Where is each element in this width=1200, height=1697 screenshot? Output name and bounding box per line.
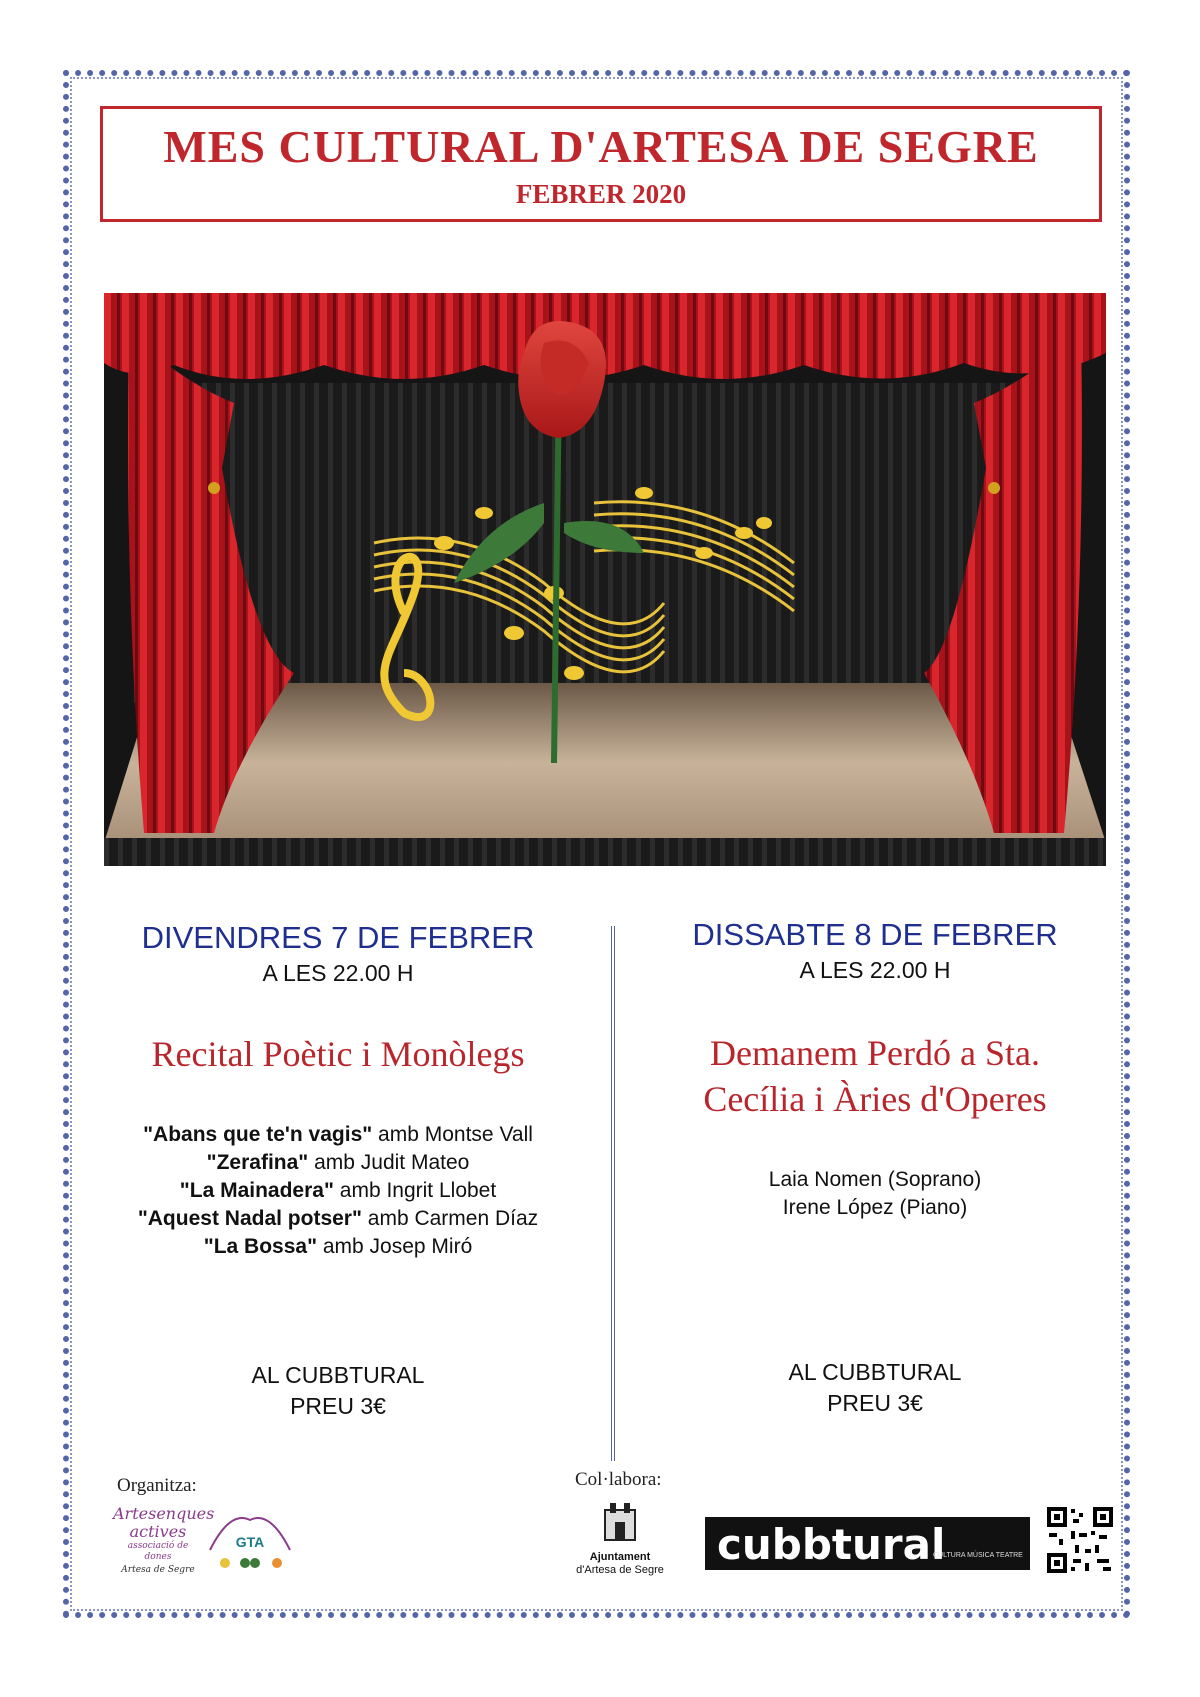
event-day: DISSABTE 8 DE FEBRER [692,917,1058,952]
event-saturday [640,917,1110,1222]
qr-code-icon[interactable] [1045,1505,1115,1575]
venue-label: AL CUBBTURAL [788,1359,962,1385]
title-box [100,106,1102,222]
event-friday [103,920,573,1261]
price-label: PREU 3€ [827,1390,923,1416]
price-label: PREU 3€ [290,1393,386,1419]
event-venue-friday [103,1360,573,1422]
cubbtural-logo: cubbtural CULTURA MÚSICA TEATRE [705,1517,1030,1570]
event-day: DIVENDRES 7 DE FEBRER [141,920,535,955]
organitza-label: Organitza: [117,1475,197,1496]
performer-item: Laia Nomen (Soprano) [768,1168,982,1191]
event-show-title: Recital Poètic i Monòlegs [151,1034,525,1074]
ajuntament-logo-text: Ajuntament d'Artesa de Segre [576,1551,664,1576]
performance-item: "Abans que te'n vagis" amb Montse Vall [143,1123,533,1146]
ajuntament-crest-icon [595,1498,645,1548]
event-time: A LES 22.00 H [262,960,414,986]
performance-item: "La Mainadera" amb Ingrit Llobet [179,1179,497,1202]
performance-item: "La Bossa" amb Josep Miró [203,1235,473,1258]
gta-logo [205,1505,295,1575]
event-show-title-line: Demanem Perdó a Sta. [710,1033,1040,1073]
collabora-label: Col·labora: [575,1469,662,1490]
page-title: MES CULTURAL D'ARTESA DE SEGRE [163,121,1039,172]
stage-illustration [104,293,1106,866]
performance-item: "Zerafina" amb Judit Mateo [206,1151,470,1174]
svg-text:GTA: GTA [235,1534,265,1550]
event-show-title-line: Cecília i Àries d'Operes [703,1079,1047,1119]
event-show-title [640,1030,1110,1122]
performance-list [103,1121,573,1261]
page-subtitle: FEBRER 2020 [515,179,687,209]
venue-label: AL CUBBTURAL [251,1362,425,1388]
artesenques-logo: Artesenques actives associació de dones Artesa de Segre [113,1504,215,1575]
column-divider [611,926,615,1461]
performance-item: "Aquest Nadal potser" amb Carmen Díaz [137,1207,539,1230]
performer-item: Irene López (Piano) [782,1196,968,1219]
performer-list [640,1166,1110,1222]
event-venue-saturday [640,1357,1110,1419]
event-time: A LES 22.00 H [799,957,951,983]
